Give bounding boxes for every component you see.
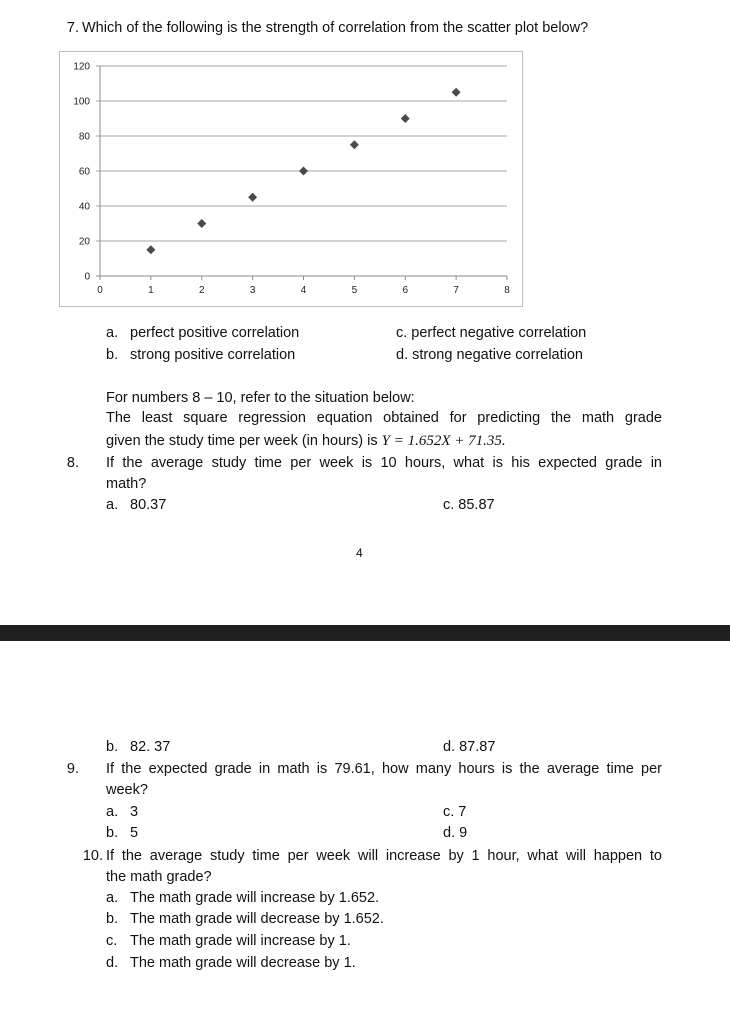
y-tick-label-100: 100 <box>73 96 90 108</box>
q9-choice-b-letter: b. <box>106 825 119 841</box>
q8-question-line-2: math? <box>106 476 147 492</box>
q9-choice-d: d. 9 <box>443 825 468 841</box>
data-point-1 <box>146 245 155 254</box>
q8-choice-a: 80.37 <box>130 497 167 513</box>
q9-choice-b: 5 <box>130 825 139 841</box>
situation-line-2 <box>106 432 506 450</box>
y-tick-label-20: 20 <box>78 236 90 248</box>
q10-question-line-2: the math grade? <box>106 869 212 885</box>
data-point-2 <box>197 219 206 228</box>
x-tick-label-3: 3 <box>249 285 256 296</box>
q7-choice-b: strong positive correlation <box>130 347 296 363</box>
q8-choice-c: c. 85.87 <box>443 497 495 513</box>
q7-choice-c: c. perfect negative correlation <box>396 325 587 341</box>
y-tick-label-60: 60 <box>78 166 90 178</box>
data-point-7 <box>452 88 461 97</box>
q9-question-line-1: If the expected grade in math is 79.61, how many hours is the average time per <box>106 761 662 777</box>
scatter-chart <box>60 52 522 306</box>
page-break-divider <box>0 625 730 641</box>
data-point-6 <box>401 114 410 123</box>
q10-choice-c: The math grade will increase by 1. <box>130 933 351 949</box>
q8-choice-b: 82. 37 <box>130 739 171 755</box>
q7-question: Which of the following is the strength of correlation from the scatter plot below? <box>82 20 589 36</box>
q10-number: 10. <box>82 848 103 864</box>
q8-number: 8. <box>66 455 79 471</box>
q8-choice-b-letter: b. <box>106 739 119 755</box>
y-tick-label-0: 0 <box>84 271 90 283</box>
q7-choice-a-letter: a. <box>106 325 119 341</box>
page-number: 4 <box>356 546 363 560</box>
data-point-4 <box>299 167 308 176</box>
q10-choice-a-letter: a. <box>106 890 119 906</box>
q8-choice-a-letter: a. <box>106 497 119 513</box>
x-tick-label-2: 2 <box>198 285 205 296</box>
y-tick-label-40: 40 <box>78 201 90 213</box>
q9-choice-a: 3 <box>130 804 139 820</box>
q8-choice-d: d. 87.87 <box>443 739 496 755</box>
data-point-5 <box>350 140 359 149</box>
situation-line-2-text: given the study time per week (in hours) is <box>106 433 382 449</box>
q9-choice-a-letter: a. <box>106 804 119 820</box>
x-tick-label-6: 6 <box>402 285 409 296</box>
x-tick-label-7: 7 <box>453 285 459 296</box>
q10-choice-d: The math grade will decrease by 1. <box>130 955 356 971</box>
y-tick-label-80: 80 <box>78 131 90 143</box>
situation-line-1: The least square regression equation obtained for predicting the math grade <box>106 410 662 426</box>
x-tick-label-5: 5 <box>351 285 358 296</box>
q10-question-line-1: If the average study time per week will increase by 1 hour, what will happen to <box>106 848 662 864</box>
q10-choice-b: The math grade will decrease by 1.652. <box>130 911 384 927</box>
q10-choice-d-letter: d. <box>106 955 119 971</box>
q9-number: 9. <box>66 761 79 777</box>
q7-number: 7. <box>66 20 79 36</box>
x-tick-label-4: 4 <box>300 285 307 296</box>
q9-question-line-2: week? <box>106 782 148 798</box>
data-point-3 <box>248 193 257 202</box>
q10-choice-a: The math grade will increase by 1.652. <box>130 890 380 906</box>
situation-intro: For numbers 8 – 10, refer to the situation below: <box>106 390 415 406</box>
y-tick-label-120: 120 <box>73 61 90 73</box>
scatter-chart-frame <box>59 51 523 307</box>
q7-choice-d: d. strong negative correlation <box>396 347 583 363</box>
q9-choice-c: c. 7 <box>443 804 467 820</box>
q8-question-line-1: If the average study time per week is 10 hours, what is his expected grade in <box>106 455 662 471</box>
x-tick-label-1: 1 <box>148 285 154 296</box>
q7-choice-a: perfect positive correlation <box>130 325 300 341</box>
regression-equation: Y = 1.652X + 71.35. <box>381 433 506 449</box>
x-tick-label-8: 8 <box>504 285 510 296</box>
x-tick-label-0: 0 <box>97 285 103 296</box>
q7-choice-b-letter: b. <box>106 347 119 363</box>
q10-choice-b-letter: b. <box>106 911 119 927</box>
q10-choice-c-letter: c. <box>106 933 118 949</box>
